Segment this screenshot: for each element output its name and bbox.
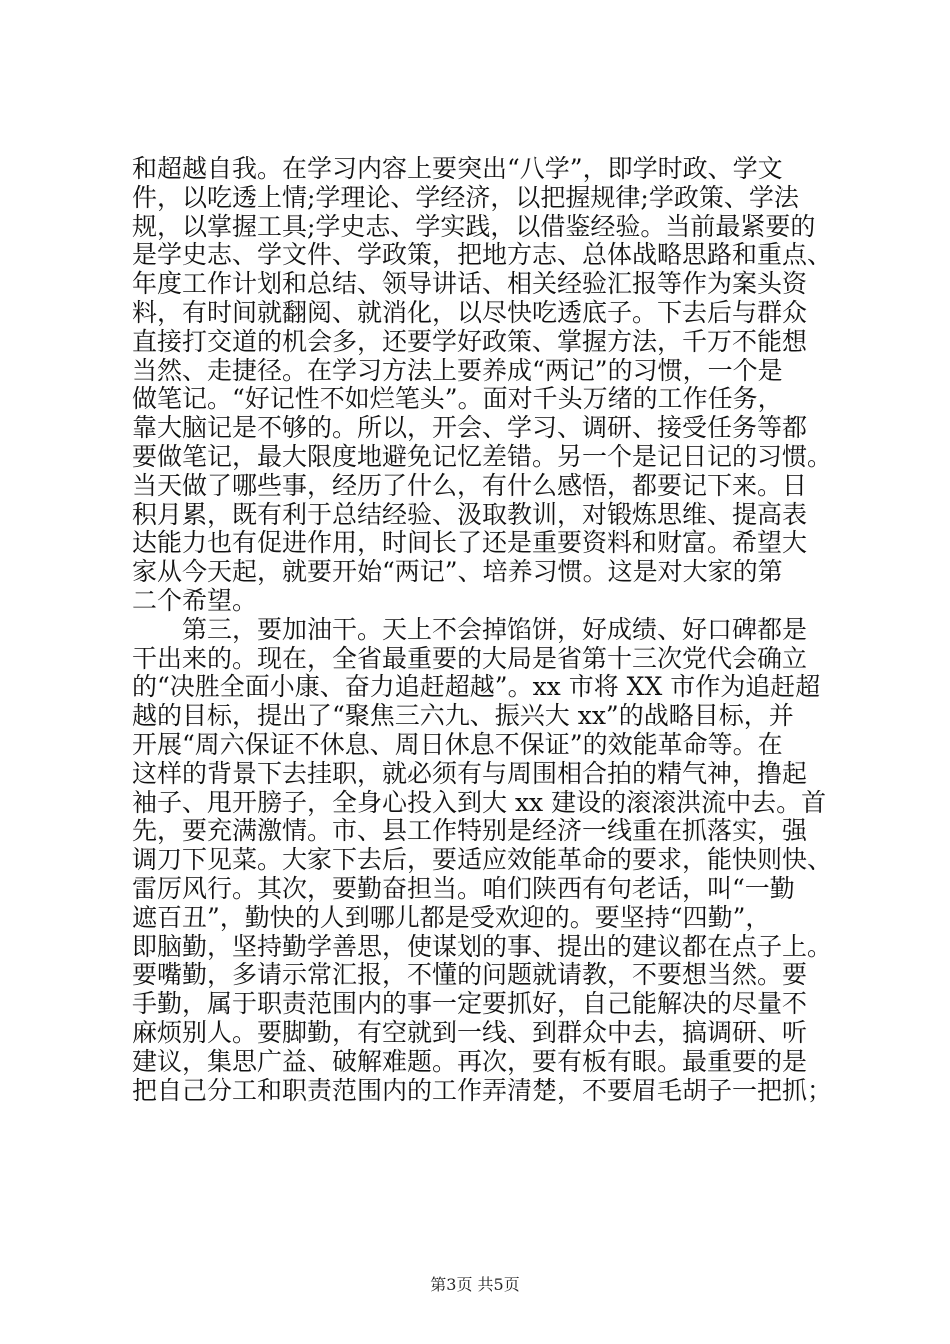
page-number-footer: 第3页 共5页 [430,1275,520,1294]
text-line: 这样的背景下去挂职，就必须有与周围相合拍的精气神，撸起 [132,758,808,788]
text-line: 干出来的。现在，全省最重要的大局是省第十三次党代会确立 [132,643,808,673]
text-line: 年度工作计划和总结、领导讲话、相关经验汇报等作为案头资 [132,269,808,299]
text-line: 把自己分工和职责范围内的工作弄清楚，不要眉毛胡子一把抓； [132,1075,833,1105]
text-line: 规，以掌握工具;学史志、学实践，以借鉴经验。当前最紧要的 [132,211,816,241]
text-line: 麻烦别人。要脚勤，有空就到一线、到群众中去，搞调研、听 [132,1017,808,1047]
text-line: 和超越自我。在学习内容上要突出“八学”，即学时政、学文 [132,154,783,183]
text-line: 靠大脑记是不够的。所以，开会、学习、调研、接受任务等都 [132,413,808,443]
text-line: 建议，集思广益、破解难题。再次，要有板有眼。最重要的是 [132,1046,808,1076]
text-line: 家从今天起，就要开始“两记”、培养习惯。这是对大家的第 [132,557,783,587]
text-line: 二个希望。 [132,585,258,615]
text-line: 当天做了哪些事，经历了什么，有什么感悟，都要记下来。日 [132,470,808,500]
text-line: 雷厉风行。其次，要勤奋担当。咱们陕西有句老话，叫“一勤 [132,873,795,903]
text-line: 直接打交道的机会多，还要学好政策、掌握方法，千万不能想 [132,326,808,356]
text-line: 即脑勤，坚持勤学善思，使谋划的事、提出的建议都在点子上。 [132,931,833,961]
text-line: 的“决胜全面小康、奋力追赶超越”。xx 市将 XX 市作为追赶超 [132,672,821,702]
text-line: 遮百丑”，勤快的人到哪儿都是受欢迎的。要坚持“四勤”， [132,902,771,932]
text-line: 料，有时间就翻阅、就消化，以尽快吃透底子。下去后与群众 [132,297,808,327]
text-line: 袖子、甩开膀子，全身心投入到大 xx 建设的滚滚洪流中去。首 [132,787,827,817]
text-line: 调刀下见菜。大家下去后，要适应效能革命的要求，能快则快、 [132,845,833,875]
text-line: 越的目标，提出了“聚焦三六九、振兴大 xx”的战略目标，并 [132,701,794,731]
text-line: 第三，要加油干。天上不会掉馅饼，好成绩、好口碑都是 [132,614,808,644]
body-text [132,155,837,1105]
text-line: 积月累，既有利于总结经验、汲取教训，对锻炼思维、提高表 [132,499,808,529]
text-line: 要嘴勤，多请示常汇报，不懂的问题就请教，不要想当然。要 [132,960,808,990]
text-line: 当然、走捷径。在学习方法上要养成“两记”的习惯，一个是 [132,355,783,385]
text-line: 开展“周六保证不休息、周日休息不保证”的效能革命等。在 [132,729,783,759]
text-line: 要做笔记，最大限度地避免记忆差错。另一个是记日记的习惯。 [132,441,833,471]
text-line: 手勤，属于职责范围内的事一定要抓好，自己能解决的尽量不 [132,989,808,1019]
text-line: 达能力也有促进作用，时间长了还是重要资料和财富。希望大 [132,528,808,558]
text-line: 做笔记。“好记性不如烂笔头”。面对千头万绪的工作任务， [132,384,783,414]
text-line: 是学史志、学文件、学政策，把地方志、总体战略思路和重点、 [132,240,833,270]
text-line: 件，以吃透上情;学理论、学经济，以把握规律;学政策、学法 [132,182,799,212]
text-line: 先，要充满激情。市、县工作特别是经济一线重在抓落实，强 [132,816,808,846]
